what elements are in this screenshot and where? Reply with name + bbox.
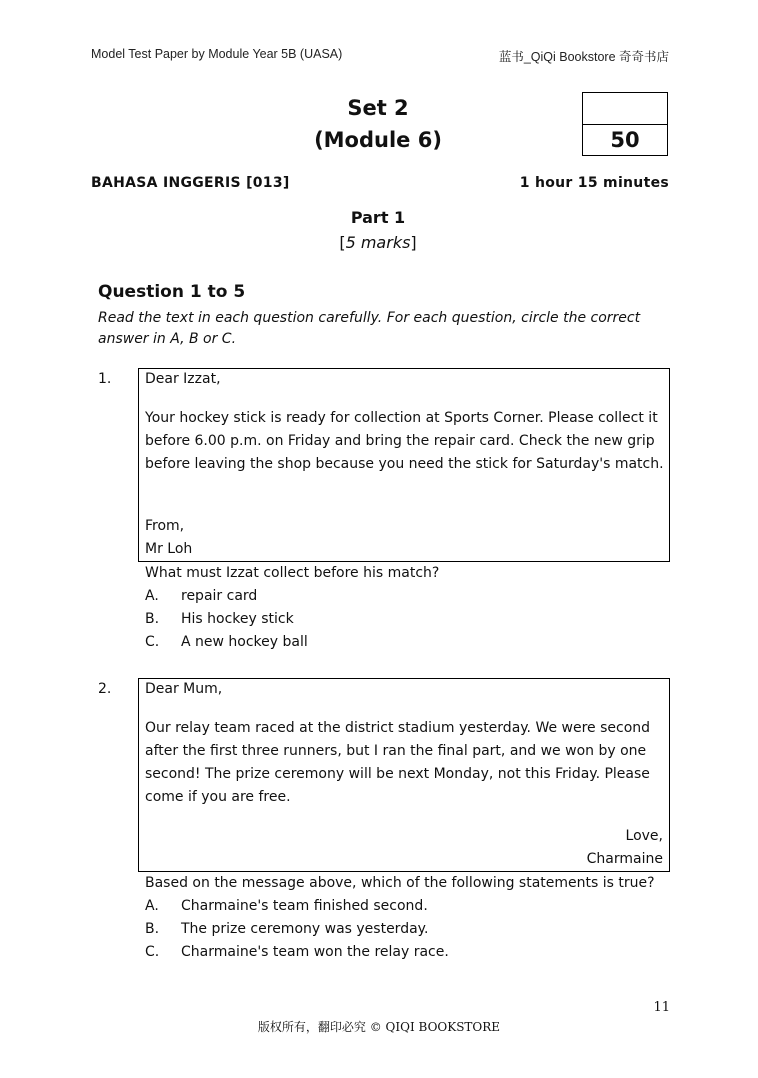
question-1-option-b[interactable]: His hockey stick [181,611,294,627]
question-1-closing: From, [145,518,185,534]
question-1-option-c[interactable]: A new hockey ball [181,634,308,650]
page-number: 11 [653,1000,670,1015]
exam-duration: 1 hour 15 minutes [519,175,669,191]
question-1-number: 1. [98,371,112,387]
part-marks: [5 marks] [339,233,417,252]
question-1-option-b-letter: B. [145,611,160,627]
question-1-option-a[interactable]: repair card [181,588,258,604]
subject-name: BAHASA INGGERIS [013] [91,175,290,191]
copyright-footer: 版权所有，翻印必究 © QIQI BOOKSTORE [257,1020,501,1034]
question-1-body: Your hockey stick is ready for collection at Sports Corner. Please collect it before 6.00 p.m. on Friday and bring the repair card. Check the new grip before leaving the shop because you need the stick for Saturday's match. [145,410,664,472]
question-1-option-a-letter: A. [145,588,159,604]
question-2-option-a[interactable]: Charmaine's team finished second. [181,898,428,914]
question-2-body: Our relay team raced at the district stadium yesterday. We were second after the first three runners, but I ran the final part, and we won by one second! The prize ceremony will be next Monday, not this Friday. Please come if you are free. [145,720,651,805]
question-2-signature: Charmaine [586,851,663,867]
part-title: Part 1 [350,208,406,227]
module-title: (Module 6) [314,128,442,152]
section-heading: Question 1 to 5 [98,282,246,302]
score-total: 50 [610,128,640,152]
question-2-greeting: Dear Mum, [145,681,223,697]
question-2-option-c-letter: C. [145,944,160,960]
question-1-prompt: What must Izzat collect before his match? [145,565,440,581]
section-instruction: Read the text in each question carefully. For each question, circle the correct answer in A, B or C. [98,310,641,347]
question-1-signature: Mr Loh [145,541,193,557]
question-2-number: 2. [98,681,112,697]
score-box-blank [583,93,667,125]
header-right: 蓝书_QiQi Bookstore 奇奇书店 [498,50,669,64]
question-2-prompt: Based on the message above, which of the following statements is true? [145,875,655,891]
question-1-option-c-letter: C. [145,634,160,650]
question-1-greeting: Dear Izzat, [145,371,221,387]
question-2-closing: Love, [625,828,663,844]
question-2-option-a-letter: A. [145,898,159,914]
question-2-option-b-letter: B. [145,921,160,937]
header-left: Model Test Paper by Module Year 5B (UASA) [91,47,343,61]
question-2-option-c[interactable]: Charmaine's team won the relay race. [181,944,449,960]
part-marks-text: 5 marks [345,233,411,252]
set-title: Set 2 [347,96,409,120]
score-box [582,92,668,156]
question-2-option-b[interactable]: The prize ceremony was yesterday. [181,921,429,937]
